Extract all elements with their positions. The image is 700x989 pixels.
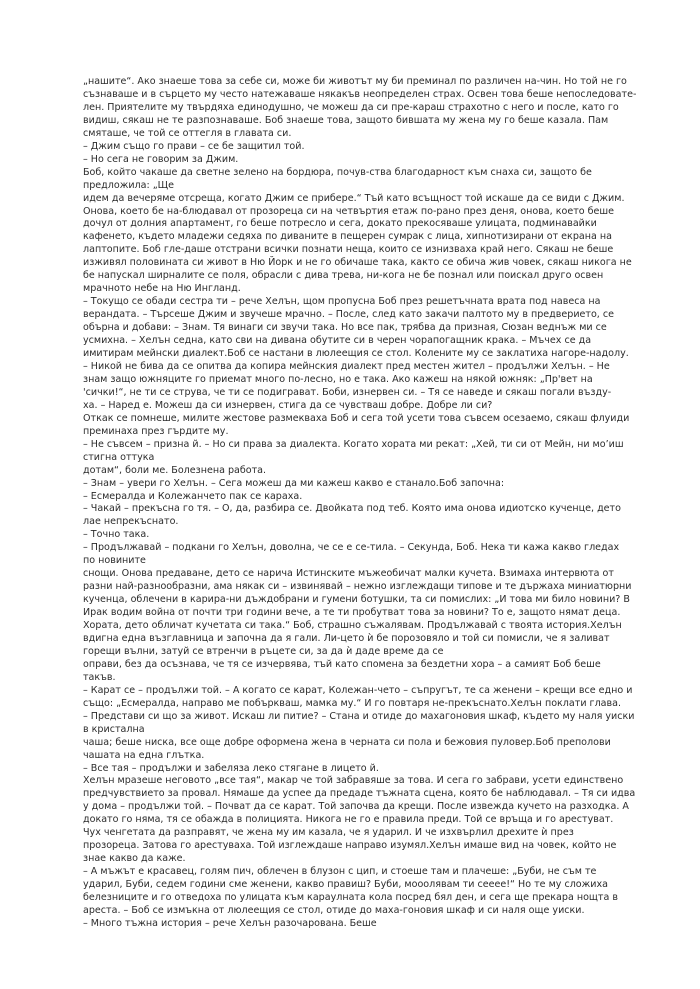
text-line: съзнаваше и в сърцето му често натежаваше някакъв неопределен страх. Освен това беше непоследовате- [83, 88, 637, 100]
text-line: разни най-разнообразни, ама някак си – извинявай – нежно изглеждащи типове и те държаха миниатюрни [83, 581, 632, 593]
text-line: дочул от долния апартамент, го беше потресло и сега, докато прекосяваше улицата, подминавайки [83, 218, 597, 230]
text-line: – Много тъжна история – рече Хелън разочарована. Беше [83, 917, 377, 929]
text-line: – Знам – увери го Хелън. – Сега можеш да ми кажеш какво е станало.Боб започна: [83, 477, 505, 489]
text-line: Ирак водим война от почти три години вече, а те ти пробутват това за новини? То е, защото нямат деца. [83, 607, 621, 619]
text-line: ударил, Буби, седем години сме женени, какво правиш? Буби, мооолявам ти сееее!“ Но те му сложиха [83, 879, 608, 891]
text-line: лен. Приятелите му твърдяха единодушно, че можеш да си пре-караш страхотно с него и после, като го [83, 101, 619, 113]
text-line: в кристална [83, 723, 145, 735]
text-line: преминаха през гърдите му. [83, 425, 229, 437]
text-line: снощи. Онова предаване, дето се нарича Истинските мъжеобичат малки кучета. Взимаха интервюта от [83, 568, 614, 580]
text-line: лае непрекъснато. [83, 516, 179, 528]
text-line: горещи вълни, затуй се втренчи в ръцете си, за да ѝ даде време да се [83, 645, 444, 657]
text-line: Хелън мразеше неговото „все тая“, макар че той забравяше за това. И сега го забрави, усети единствено [83, 775, 624, 787]
text-line: по новините [83, 555, 146, 567]
text-line: видиш, сякаш не те разпознаваше. Боб знаеше това, защото бившата му жена му го беше казала. Пам [83, 114, 609, 126]
text-line: прозореца. Затова го арестуваха. Той изглеждаше направо изумял.Хелън имаше вид на човек, който не [83, 840, 617, 852]
text-line: – А мъжът е красавец, голям пич, облечен в блузон с цип, и стоеше там и плачеше: „Буби, не съм те [83, 866, 597, 878]
text-line: изживял половината си живот в Ню Йорк и не го обичаше така, както се обича жив човек, сякаш никога не [83, 257, 632, 269]
text-line: верандата. – Търсеше Джим и звучеше мрачно. – После, след като закачи палтото му в предверието, се [83, 309, 614, 321]
text-line: такъв. [83, 671, 116, 683]
text-line: предложила: „Ще [83, 179, 174, 191]
text-line: – Никой не бива да се опитва да копира мейнския диалект пред местен жител – продължи Хелън. – Не [83, 360, 610, 372]
text-line: чашата на една глътка. [83, 749, 205, 761]
text-line: ха. – Наред е. Можеш да си изнервен, стига да се чувстваш добре. Добре ли си? [83, 399, 493, 411]
text-line: лаптопите. Боб гле-даше отстрани всички познати неща, които се изнизваха край него. Сякаш не беше [83, 244, 614, 256]
text-line: – Но сега не говорим за Джим. [83, 153, 239, 165]
text-line: Онова, което бе на-блюдавал от прозореца си на четвъртия етаж по-рано през деня, онова, което беше [83, 205, 615, 217]
text-line: – Продължавай – подкани го Хелън, доволна, че се е се-тила. – Секунда, Боб. Нека ти кажа какво гледах [83, 542, 620, 554]
text-line: – Токущо се обади сестра ти – рече Хелън, щом пропусна Боб през решетъчната врата под навеса на [83, 296, 601, 308]
text-line: също: „Есмералда, направо ме побъркваш, мамка му.“ И го повтаря не-прекъснато.Хелън поклати глава. [83, 697, 622, 709]
text-line: смяташе, че той се оттегля в главата си. [83, 127, 292, 139]
text-line: кученца, облечени в карира-ни дъждобрани и гумени ботушки, та си помислих: „И това ми било новини? В [83, 594, 630, 606]
text-line: Боб, който чакаше да светне зелено на бордюра, почув-ства благодарност към снаха си, защото бе [83, 166, 592, 178]
text-line: бе напускал ширналите се поля, обрасли с дива трева, ни-кога не бе познал или поискал друго освен [83, 270, 604, 282]
text-line: докато го няма, тя се обажда в полицията. Никога не го е правила преди. Той се връща и го арестуват. [83, 814, 614, 826]
text-line: – Точно така. [83, 529, 150, 541]
text-line: знае какво да каже. [83, 853, 186, 865]
text-line: стигна оттука [83, 451, 155, 463]
text-line: дотам“, боли ме. Болезнена работа. [83, 464, 267, 476]
text-line: – Чакай – прекъсна го тя. – О, да, разбира се. Двойката под теб. Която има онова идиотско кученце, дето [83, 503, 621, 515]
text-line: – Карат се – продължи той. – А когато се карат, Колежан-чето – съпругът, те са женени – крещи все едно и [83, 684, 633, 696]
text-line: – Джим също го прави – се бе защитил той. [83, 140, 305, 152]
text-line: Чух ченгетата да разправят, че жена му им казала, че я ударил. И че изхвърлил дрехите ѝ през [83, 827, 574, 839]
text-line: идем да вечеряме отсреща, когато Джим се прибере.“ Тъй като всъщност той искаше да се види с Джим. [83, 192, 625, 204]
text-line: Откак се помнеше, милите жестове размекваха Боб и сега той усети това съвсем осезаемо, сякаш флуиди [83, 412, 630, 424]
text-line: знам защо южняците го приемат много по-лесно, но е така. Ако кажеш на някой южняк: „Пр'вет на [83, 373, 593, 385]
text-line: чаша; беше ниска, все още добре оформена жена в черната си пола и бежовия пуловер.Боб преполови [83, 736, 611, 748]
text-line: – Не съвсем – призна й. – Но си права за диалекта. Когато хората ми рекат: „Хей, ти си от Мейн, ни мо’иш [83, 438, 624, 450]
text-line: мрачното небе на Ню Ингланд. [83, 283, 241, 295]
text-line: обърна и добави: – Знам. Тя винаги си звучи така. Но все пак, трябва да призная, Сюзан веднъж ми се [83, 322, 607, 334]
text-line: – Есмералда и Колежанчето пак се караха. [83, 490, 303, 502]
text-line: „нашите“. Ако знаеше това за себе си, може би животът му би преминал по различен на-чин. Но той не го [83, 76, 627, 87]
text-line: ареста. – Боб се измъкна от люлеещия се стол, отиде до маха-гоновия шкаф и си наля още уиски. [83, 905, 585, 916]
text-line: предчувствието за провал. Нямаше да успее да предаде тъжната сцена, която бе наблюдавал. – Тя си идва [83, 788, 636, 800]
text-line: 'сички!“, не ти се струва, че ти се подиграват. Боби, изнервен си. – Тя се наведе и сякаш погали възду- [83, 386, 612, 398]
text-line: – Представи си що за живот. Искаш ли питие? – Стана и отиде до махагоновия шкаф, където му наля уиски [83, 710, 635, 722]
text-line: имитирам мейнски диалект.Боб се настани в люлеещия се стол. Колените му се заклатиха нагоре-надолу. [83, 348, 629, 360]
text-line: у дома – продължи той. – Почват да се карат. Той започва да крещи. После извежда кучето на разходка. А [83, 801, 629, 813]
text-line: белезниците и го отведоха по улицата към караулната кола посред бял ден, и сега ще прекара нощта в [83, 892, 618, 904]
text-line: оправи, без да осъзнава, че тя се изчервява, тъй като спомена за бездетни хора – а самият Боб беше [83, 658, 601, 670]
text-line: кафенето, където младежи седяха по диваните в пещерен сумрак с лица, хипнотизирани от екрана на [83, 231, 612, 243]
text-line: усмихна. – Хелън седна, като сви на дивана обутите си в черен чорапогащник крака. – Мъчех се да [83, 335, 592, 347]
text-line: Хората, дето обличат кучетата си така.“ Боб, страшно съжалявам. Продължавай с твоята история.Хелън [83, 620, 622, 632]
text-line: вдигна една възглавница и започна да я гали. Ли-цето ѝ бе порозовяло и той си помисли, че я заливат [83, 632, 610, 644]
text-line: – Все тая – продължи и забеляза леко стягане в лицето й. [83, 762, 379, 774]
